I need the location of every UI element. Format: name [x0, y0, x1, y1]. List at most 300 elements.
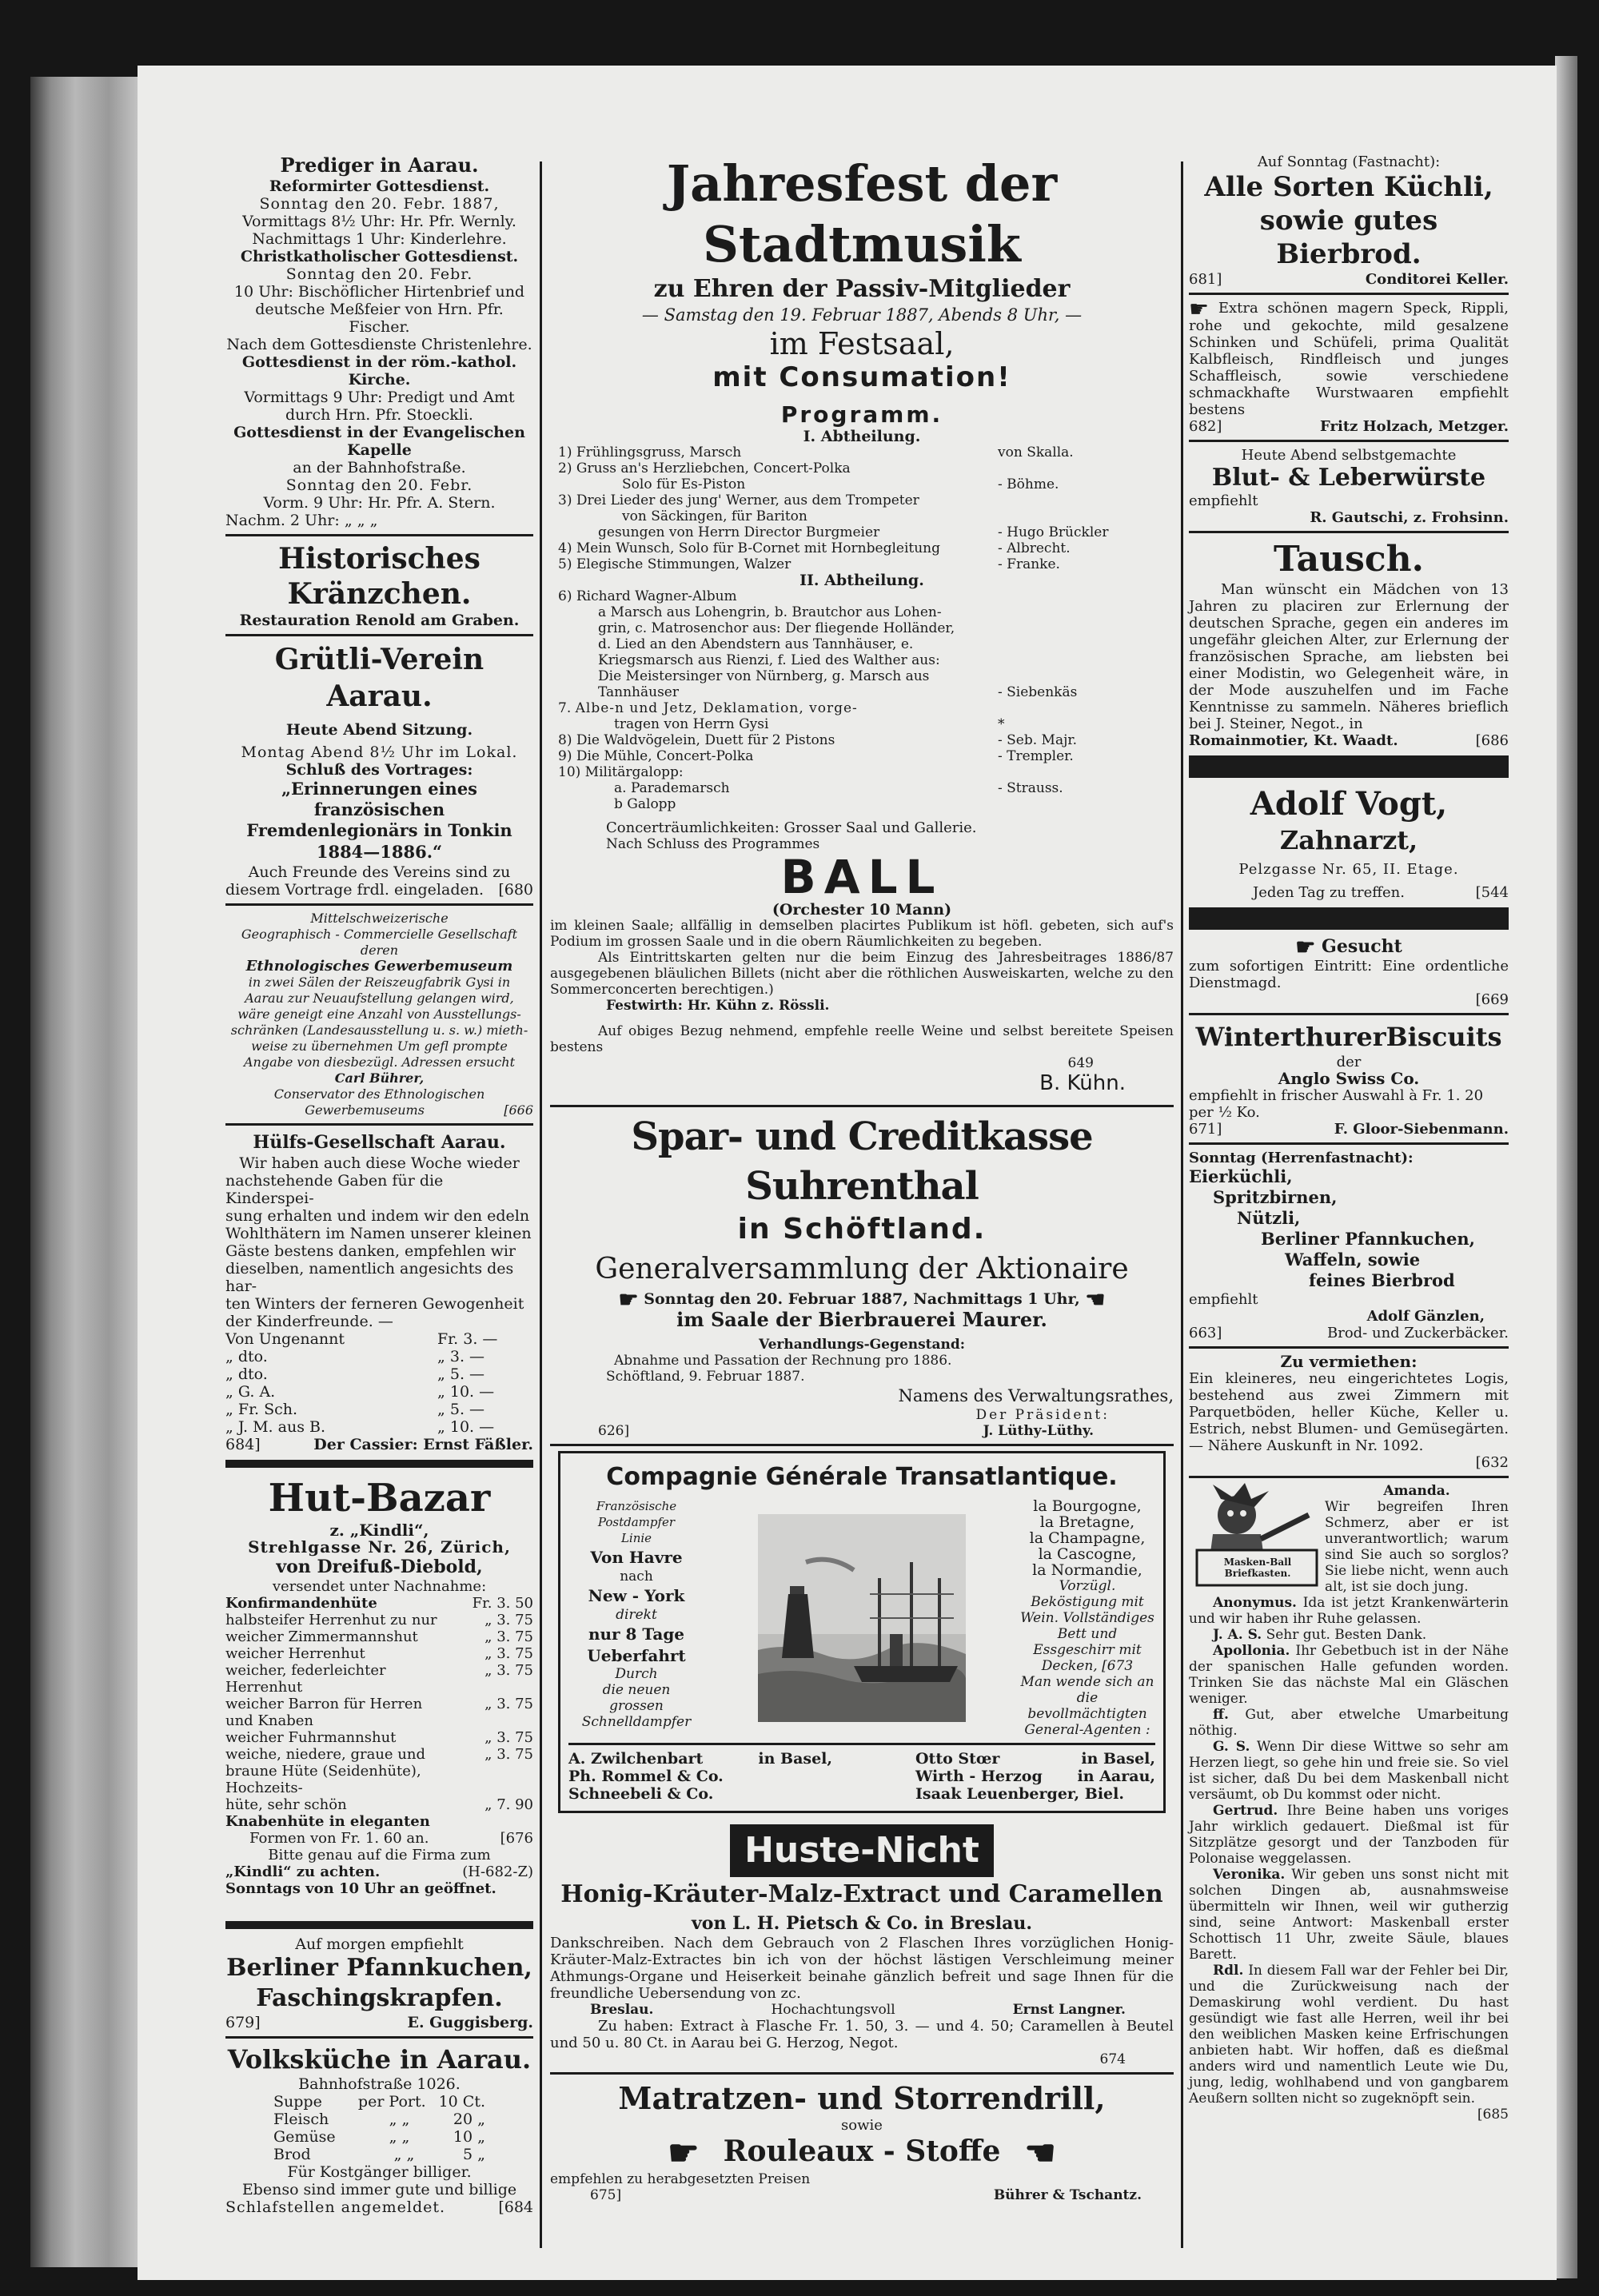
- divider: [1189, 293, 1509, 295]
- volkskueche-title: Volksküche in Aarau.: [227, 2044, 532, 2075]
- huste-greeting: Hochachtungsvoll: [771, 2002, 895, 2018]
- ad-number: 675]: [590, 2187, 622, 2203]
- menu-price: 10 „: [453, 2128, 485, 2146]
- masken-entry-text: Ihre Beine haben uns voriges Jahr wirklich gedauert. Dießmal ist für Sitzplätze gesorgt und der Tanzboden für Polonaise weggelassen.: [1189, 1802, 1509, 1867]
- item-name: halbsteifer Herrenhut zu nur: [225, 1612, 437, 1628]
- vogt-title: Adolf Vogt,: [1250, 784, 1448, 823]
- spar-title: Spar- und Creditkasse Suhrenthal: [631, 1114, 1093, 1209]
- pfannkuchen-signature: E. Guggisberg.: [407, 2014, 533, 2031]
- evangelical-heading: Gottesdienst in der Evangelischen Kapelle: [233, 424, 525, 459]
- ad-number: [676: [500, 1830, 533, 1847]
- divider: [1189, 1346, 1509, 1349]
- ad-number: 626]: [598, 1423, 630, 1439]
- after-program: Nach Schluss des Programmes: [606, 836, 820, 852]
- masken-entry-heading: Gertrud.: [1213, 1802, 1278, 1819]
- masken-entry: [1189, 1707, 1509, 1739]
- huelfs-title: Hülfs-Gesellschaft Aarau.: [253, 1132, 506, 1153]
- agent-name: Wirth - Herzog: [915, 1768, 1043, 1785]
- huste-sub: Honig-Kräuter-Malz-Extract und Caramellen: [560, 1880, 1163, 1908]
- item-composer: - Böhme.: [998, 476, 1059, 492]
- kraenzchen-sub: Restauration Renold am Graben.: [239, 612, 520, 629]
- reformed-line: Vormittags 8½ Uhr: Hr. Pfr. Wernly.: [242, 213, 516, 230]
- compagnie-line: Französische: [596, 1499, 677, 1513]
- program-item: [558, 540, 1118, 556]
- huelfs-line: ten Winters der ferneren Gewogenheit: [225, 1295, 524, 1313]
- item-title: Die Mühle, Concert-Polka: [576, 748, 754, 764]
- reformed-line: Sonntag den 20. Febr. 1887,: [259, 195, 500, 213]
- vermiethen-ad: [1189, 1353, 1509, 1471]
- matratzen-title: Matratzen- und Storrendrill,: [618, 2080, 1106, 2116]
- page-edge: [1555, 56, 1577, 2278]
- compagnie-line: Bett und: [1057, 1626, 1118, 1642]
- item-composer: - Trempler.: [998, 748, 1074, 764]
- ship-name: la Champagne,: [1029, 1529, 1146, 1547]
- huste-signature: Ernst Langner.: [1012, 2002, 1126, 2018]
- gautschi-title: Blut- & Leberwürste: [1211, 463, 1486, 492]
- huste-by: von L. H. Pietsch & Co. in Breslau.: [692, 1913, 1032, 1934]
- column-rule-left: [540, 161, 542, 2248]
- hut-bazar-ad: [225, 1474, 533, 1897]
- program-item: [558, 620, 1118, 636]
- divider: [550, 1105, 1174, 1107]
- item-price: „ 3. 75: [484, 1645, 533, 1662]
- donation-amount: „ 5. —: [437, 1365, 485, 1383]
- menu-item: Brod: [273, 2146, 311, 2163]
- masken-entry-text: Wir geben uns sonst nicht mit solchen Dingen ab, ausnahmsweise übermitteln wir Ihnen, weil wir gutherzig sind, seine Antwort: Maskenball erster Schottisch 11 Uhr, zweite Säule, blaues Barett.: [1189, 1866, 1509, 1963]
- menu-unit: „ „: [389, 2111, 410, 2128]
- huelfs-line: dieselben, namentlich angesichts des har-: [225, 1260, 514, 1295]
- program-item: [558, 444, 1118, 460]
- divider-thick: [225, 1460, 533, 1468]
- volkskueche-ad: [225, 2043, 533, 2216]
- pointing-hand-right-icon: ☛: [1295, 933, 1316, 960]
- item-number: 5): [558, 556, 572, 572]
- item-number: 8): [558, 732, 572, 748]
- gruetli-line: Fremdenlegionärs in Tonkin: [246, 820, 512, 840]
- item-name: weicher Herrenhut: [225, 1645, 365, 1662]
- kuechli-line: Auf Sonntag (Fastnacht):: [1257, 153, 1441, 170]
- matratzen-sowie: sowie: [841, 2117, 883, 2134]
- compagnie-line: Von Havre: [590, 1548, 683, 1567]
- divider: [1189, 531, 1509, 533]
- gaenzlen-signature: Adolf Gänzlen,: [1366, 1307, 1485, 1325]
- gautschi-signature: R. Gautschi, z. Frohsinn.: [1310, 508, 1509, 526]
- item-price: Fr. 3. 50: [472, 1595, 533, 1612]
- pointing-hand-right-icon: ☛: [668, 2133, 700, 2174]
- donation-row: [225, 1348, 533, 1365]
- orchestra: (Orchester 10 Mann): [772, 901, 952, 919]
- gaenzlen-ad: [1189, 1150, 1509, 1341]
- hut-line: z. „Kindli“,: [329, 1521, 429, 1540]
- museum-line: deren: [360, 943, 399, 958]
- kuechli-title: Alle Sorten Küchli,: [1204, 171, 1493, 203]
- item-composer: - Hugo Brückler: [998, 524, 1109, 540]
- jahresfest-cons: mit Consumation!: [712, 361, 1011, 393]
- agents: [568, 1750, 1155, 1803]
- spar-signature: Der Präsident:: [975, 1407, 1110, 1423]
- gaenzlen-item: feines Bierbrod: [1309, 1270, 1455, 1290]
- item-title: Elegische Stimmungen, Walzer: [576, 556, 792, 572]
- masken-entry: [1189, 1739, 1509, 1803]
- jester-illustration: [1189, 1483, 1325, 1595]
- price-row: [225, 1729, 533, 1746]
- catholic-heading: Gottesdienst in der röm.-kathol. Kirche.: [241, 353, 517, 389]
- item-title: Militärgalopp:: [584, 764, 684, 780]
- huelfs-line: Wohlthätern im Namen unserer kleinen: [225, 1225, 532, 1242]
- donation-amount: „ 3. —: [437, 1348, 485, 1365]
- item-composer: - Albrecht.: [998, 540, 1071, 556]
- item-title: Richard Wagner-Album: [576, 588, 737, 604]
- program-item: [558, 668, 1118, 684]
- prediger-title: Prediger in Aarau.: [280, 153, 479, 177]
- item-title: von Säckingen, für Bariton: [622, 508, 807, 524]
- item-number: 3): [558, 492, 572, 508]
- menu-price: 20 „: [453, 2111, 485, 2128]
- christkath-line: deutsche Meßfeier von Hrn. Pfr. Fischer.: [255, 301, 504, 336]
- item-composer: [998, 508, 1118, 524]
- item-title: a Marsch aus Lohengrin, b. Brautchor aus Lohen-: [598, 604, 942, 620]
- gautschi-line: Heute Abend selbstgemachte: [1241, 446, 1457, 464]
- divider: [225, 903, 533, 906]
- kuechli-signature: Conditorei Keller.: [1365, 271, 1509, 288]
- christkath-line: Nach dem Gottesdienste Christenlehre.: [226, 336, 532, 353]
- ship-name: la Normandie,: [1032, 1561, 1142, 1579]
- menu-item: Fleisch: [273, 2111, 329, 2128]
- volkskueche-line: Bahnhofstraße 1026.: [298, 2075, 461, 2093]
- hut-line: von Dreifuß-Diebold,: [276, 1557, 483, 1577]
- program-item: [558, 700, 1118, 716]
- catholic-line: Vormittags 9 Uhr: Predigt und Amt: [244, 389, 515, 406]
- book-edge: [30, 77, 142, 2267]
- price-row: [225, 1595, 533, 1612]
- gaenzlen-signature: Brod- und Zuckerbäcker.: [1326, 1324, 1509, 1341]
- compagnie-line: General-Agenten :: [1024, 1722, 1150, 1738]
- museum-line: Aarau zur Neuaufstellung gelangen wird,: [245, 991, 514, 1006]
- program-item: [558, 508, 1118, 524]
- festwirth: Festwirth: Hr. Kühn z. Rössli.: [606, 998, 830, 1014]
- museum-signature: Gewerbemuseums: [305, 1102, 425, 1118]
- program-item: [558, 556, 1118, 572]
- item-composer: [998, 668, 1118, 684]
- volkskueche-line: Schlafstellen angemeldet.: [225, 2198, 446, 2216]
- compagnie-line: grossen: [609, 1698, 664, 1714]
- pointing-hand-left-icon: ☚: [1085, 1286, 1106, 1313]
- hut-line: Sonntags von 10 Uhr an geöffnet.: [225, 1880, 496, 1897]
- gruetli-line: Montag Abend 8½ Uhr im Lokal.: [241, 743, 518, 761]
- gaenzlen-line: empfiehlt: [1189, 1290, 1258, 1308]
- ad-number: 679]: [225, 2014, 261, 2031]
- item-price: „ 3. 75: [484, 1746, 533, 1763]
- hut-title: Hut-Bazar: [268, 1476, 491, 1521]
- biscuits-ad: [1189, 1020, 1509, 1138]
- divider: [550, 1444, 1174, 1446]
- gautschi-line: empfiehlt: [1189, 492, 1258, 509]
- reformed-line: Nachmittags 1 Uhr: Kinderlehre.: [252, 230, 507, 248]
- kuehn-signature: B. Kühn.: [1039, 1071, 1126, 1095]
- menu-unit: per Port.: [357, 2093, 426, 2111]
- kraenzchen-title: Historisches Kränzchen.: [278, 542, 480, 611]
- ad-number: [669: [1475, 991, 1509, 1008]
- huste-title: Huste-Nicht: [730, 1824, 994, 1877]
- masken-entry: [1189, 1627, 1509, 1643]
- program-item: [558, 604, 1118, 620]
- item-name: hüte, sehr schön: [225, 1796, 347, 1813]
- divider: [1189, 1013, 1509, 1015]
- masken-entry-heading: G. S.: [1213, 1738, 1250, 1755]
- menu-item: Gemüse: [273, 2128, 336, 2146]
- ad-number: [680: [498, 881, 533, 899]
- museum-line: in zwei Sälen der Reiszeugfabrik Gysi in: [248, 975, 511, 990]
- item-title: Gruss an's Herzliebchen, Concert-Polka: [576, 460, 851, 476]
- masken-entry: [1189, 1643, 1509, 1707]
- gaenzlen-item: Waffeln, sowie: [1285, 1249, 1421, 1270]
- ad-number: 663]: [1189, 1324, 1222, 1341]
- donation-row: [225, 1365, 533, 1383]
- price-row: [225, 1746, 533, 1796]
- compagnie-line: Man wende sich an: [1020, 1674, 1154, 1690]
- hut-line: versendet unter Nachnahme:: [272, 1578, 487, 1595]
- ad-number: 682]: [1189, 417, 1222, 435]
- museum-line: wäre geneigt eine Anzahl von Ausstellungs-: [237, 1006, 521, 1022]
- spar-date-text: Sonntag den 20. Februar 1887, Nachmittags 1 Uhr,: [644, 1290, 1080, 1308]
- price-row: [225, 1628, 533, 1645]
- program-item: [558, 748, 1118, 764]
- item-title: gesungen von Herrn Director Burgmeier: [598, 524, 880, 540]
- compagnie-line: Schnelldampfer: [581, 1714, 692, 1730]
- item-name: weicher, federleichter Herrenhut: [225, 1662, 386, 1696]
- christkath-heading: Christkatholischer Gottesdienst.: [240, 248, 519, 265]
- item-title: Kriegsmarsch aus Rienzi, f. Lied des Walther aus:: [598, 652, 940, 668]
- reformed-heading: Reformirter Gottesdienst.: [269, 177, 490, 195]
- biscuits-line: der: [1336, 1053, 1362, 1070]
- masken-entry-heading: Rdl.: [1213, 1962, 1244, 1979]
- item-title: Tannhäuser: [598, 684, 679, 700]
- compagnie-title: Compagnie Générale Transatlantique.: [606, 1463, 1118, 1491]
- agent-name: Schneebeli & Co.: [568, 1785, 714, 1803]
- gaenzlen-line: Sonntag (Herrenfastnacht):: [1189, 1149, 1414, 1166]
- ad-number: [686: [1475, 731, 1509, 749]
- ad-number: [685: [1477, 2106, 1509, 2123]
- item-title: Albe-n und Jetz, Deklamation, vorge-: [575, 700, 858, 716]
- donation-row: [225, 1418, 533, 1436]
- item-composer: [998, 700, 1118, 716]
- item-number: 2): [558, 460, 572, 476]
- huste-ad: [550, 1824, 1174, 2067]
- column-right: [1189, 153, 1509, 2123]
- donor-name: „ Fr. Sch.: [225, 1401, 298, 1418]
- item-title: tragen von Herrn Gysi: [614, 716, 769, 732]
- divider: [568, 1743, 1155, 1745]
- item-composer: [998, 652, 1118, 668]
- program-item: [558, 476, 1118, 492]
- vermiethen-text: Ein kleineres, neu eingerichtetes Logis, bestehend aus zwei Zimmern mit Parquetböden, heller Küche, Keller u. Estrich, nebst Blumen- und Gemüsegärten. — Nähere Auskunft in Nr. 1092.: [1189, 1369, 1509, 1454]
- compagnie-line: direkt: [616, 1607, 657, 1623]
- maskenball-ad: [1189, 1483, 1509, 2123]
- masken-entry-heading: Veronika.: [1213, 1866, 1286, 1883]
- donor-name: Von Ungenannt: [225, 1330, 345, 1348]
- menu-row: [273, 2146, 485, 2163]
- jahresfest-sub: zu Ehren der Passiv-Mitglieder: [653, 275, 1071, 303]
- agent-city: in Basel,: [758, 1750, 832, 1768]
- matratzen-sub-row: [550, 2133, 1174, 2174]
- masken-entry-heading: Apollonia.: [1213, 1642, 1290, 1659]
- divider: [1189, 1476, 1509, 1478]
- agent-city: in Basel,: [1081, 1750, 1155, 1768]
- item-number: 10): [558, 764, 581, 780]
- ad-number: 681]: [1189, 271, 1222, 288]
- donation-row: [225, 1330, 533, 1348]
- huelfs-line: der Kinderfreunde. —: [225, 1313, 393, 1330]
- gruetli-line: Schluß des Vortrages:: [285, 761, 473, 779]
- item-name: weiche, niedere, graue und braune Hüte (Seidenhüte), Hochzeits-: [225, 1746, 425, 1796]
- program-item: [558, 492, 1118, 508]
- spar-signature: J. Lüthy-Lüthy.: [983, 1423, 1094, 1439]
- huste-text: Dankschreiben. Nach dem Gebrauch von 2 Flaschen Ihres vorzüglichen Honig-Kräuter-Malz-Extractes bin ich von der höchst lästigen Verschleimung meiner Athmungs-Organe und Heiserkeit beinahe gänzlich befreit und sage Ihnen für die freundliche Uebersendung von zc.: [550, 1935, 1174, 2002]
- ship-name: la Bourgogne,: [1033, 1497, 1142, 1515]
- compagnie-line: Ueberfahrt: [587, 1646, 686, 1665]
- masken-entry: [1189, 1867, 1509, 1963]
- masken-text: Wir begreifen Ihren Schmerz, aber er ist unverantwortlich; warum sind Sie auch so sorglos? Sie liebe nicht, wenn auch alt, ist sie doch jung.: [1325, 1498, 1509, 1595]
- huste-text: Zu haben: Extract à Flasche Fr. 1. 50, 3. — und 4. 50; Caramellen à Beutel und 50 u. 80 Ct. in Aarau bei G. Herzog, Negot.: [550, 2018, 1174, 2051]
- programm-heading: Programm.: [780, 401, 943, 428]
- item-composer: [998, 588, 1118, 604]
- museum-line: Geographisch - Commercielle Gesellschaft: [241, 927, 518, 942]
- item-title: Frühlingsgruss, Marsch: [576, 444, 742, 460]
- hut-line: Formen von Fr. 1. 60 an.: [249, 1830, 429, 1847]
- item-price: „ 3. 75: [484, 1612, 533, 1628]
- donor-name: „ dto.: [225, 1348, 268, 1365]
- program-item: [558, 716, 1118, 732]
- program-item: [558, 780, 1118, 796]
- vogt-line: Jeden Tag zu treffen.: [1253, 883, 1405, 901]
- huelfs-ad: [225, 1130, 533, 1453]
- program-item: [558, 588, 1118, 604]
- masken-entry-heading: J. A. S.: [1213, 1626, 1262, 1643]
- masken-heading: Amanda.: [1383, 1482, 1450, 1499]
- menu-row: [273, 2128, 485, 2146]
- biscuits-signature: F. Gloor-Siebenmann.: [1334, 1120, 1509, 1138]
- spar-sub: in Schöftland.: [737, 1213, 987, 1246]
- donation-row: [225, 1383, 533, 1401]
- ad-number: [632: [1475, 1453, 1509, 1471]
- christkath-line: 10 Uhr: Bischöflicher Hirtenbrief und: [233, 283, 525, 301]
- compagnie-line: Linie: [620, 1531, 652, 1545]
- masken-entries: [1189, 1595, 1509, 2107]
- steamship-illustration: [758, 1514, 966, 1722]
- agent-name: Isaak Leuenberger, Biel.: [915, 1785, 1124, 1803]
- program-item: [558, 524, 1118, 540]
- spar-gv: Generalversammlung der Aktionaire: [595, 1253, 1129, 1286]
- item-price: „ 3. 75: [484, 1729, 533, 1746]
- donation-row: [225, 1401, 533, 1418]
- item-number: 4): [558, 540, 572, 556]
- item-title: a. Parademarsch: [614, 780, 730, 796]
- gesucht-title: Gesucht: [1322, 935, 1402, 957]
- item-composer: [998, 620, 1118, 636]
- gaenzlen-item: Eierküchli,: [1189, 1166, 1293, 1186]
- program-item: [558, 732, 1118, 748]
- item-name: Konfirmandenhüte: [225, 1595, 377, 1612]
- donation-list: [225, 1330, 533, 1436]
- museum-line: Angabe von diesbezügl. Adressen ersucht: [243, 1054, 516, 1070]
- item-composer: [998, 492, 1118, 508]
- ad-number: 674: [1099, 2051, 1126, 2067]
- item-title: Solo für Es-Piston: [622, 476, 746, 492]
- museum-line: weise zu übernehmen Um gefl prompte: [251, 1038, 508, 1054]
- column-center: [550, 153, 1174, 2203]
- tausch-title: Tausch.: [1274, 538, 1424, 580]
- item-title: Drei Lieder des jung' Werner, aus dem Trompeter: [576, 492, 919, 508]
- compagnie-line: nur 8 Tage: [588, 1624, 685, 1644]
- kuehn-text: Auf obiges Bezug nehmend, empfehle reelle Weine und selbst bereitete Speisen bestens: [550, 1023, 1174, 1055]
- ad-number: [544: [1475, 883, 1509, 901]
- donation-amount: „ 5. —: [437, 1401, 485, 1418]
- volkskueche-line: Ebenso sind immer gute und billige: [241, 2181, 517, 2198]
- gesucht-ad: [1189, 933, 1509, 1008]
- christkath-line: Sonntag den 20. Febr.: [285, 265, 473, 283]
- program-list-1: [550, 444, 1174, 572]
- masken-entry: [1189, 1595, 1509, 1627]
- item-name: weicher Barron für Herren und Knaben: [225, 1696, 423, 1729]
- item-name: weicher Zimmermannshut: [225, 1628, 418, 1645]
- matratzen-sub: Rouleaux - Stoffe: [723, 2135, 1001, 2168]
- jahresfest-title: Jahresfest der Stadtmusik: [666, 154, 1058, 273]
- holzach-ad: [1189, 295, 1509, 435]
- matratzen-line: empfehlen zu herabgesetzten Preisen: [550, 2171, 811, 2187]
- donor-name: „ dto.: [225, 1365, 268, 1383]
- divider-thick: [225, 1921, 533, 1929]
- item-title: Die Meistersinger von Nürnberg, g. Marsch aus: [598, 668, 930, 684]
- steamship-icon: [758, 1514, 966, 1722]
- item-title: Die Waldvögelein, Duett für 2 Pistons: [576, 732, 835, 748]
- agent-name: A. Zwilchenbart: [568, 1750, 704, 1768]
- masken-entry-heading: Anonymus.: [1213, 1594, 1297, 1611]
- menu-unit: „ „: [389, 2128, 410, 2146]
- ad-number: 684]: [225, 1436, 261, 1453]
- matratzen-ad: [550, 2079, 1174, 2203]
- gruetli-sub: Heute Abend Sitzung.: [285, 721, 473, 739]
- museum-line: schränken (Landesausstellung u. s. w.) mieth-: [230, 1022, 528, 1038]
- menu-unit: „ „: [393, 2146, 415, 2163]
- price-row: [225, 1796, 533, 1813]
- donation-amount: Fr. 3. —: [437, 1330, 498, 1348]
- gaenzlen-item: Nützli,: [1237, 1207, 1301, 1228]
- evangelical-line: Sonntag den 20. Febr.: [285, 476, 473, 494]
- program-item: [558, 796, 1118, 812]
- program-item: [558, 460, 1118, 476]
- program-item: [558, 684, 1118, 700]
- hut-line: Strehlgasse Nr. 26, Zürich,: [248, 1537, 511, 1557]
- ad-number: [666: [504, 1102, 533, 1118]
- gruetli-title: Grütli-Verein Aarau.: [274, 643, 484, 713]
- tausch-address: Romainmotier, Kt. Waadt.: [1189, 731, 1398, 749]
- price-row: [225, 1662, 533, 1696]
- ad-number: [684: [498, 2198, 533, 2216]
- spar-ad: [550, 1112, 1174, 1439]
- program-item: [558, 636, 1118, 652]
- masken-entry-text: Gut, aber etwelche Umarbeitung nöthig.: [1189, 1706, 1509, 1739]
- pointing-hand-left-icon: ☚: [1024, 2133, 1056, 2174]
- masken-entry-heading: ff.: [1213, 1706, 1229, 1723]
- item-composer: - Siebenkäs: [998, 684, 1078, 700]
- gruetli-line: diesem Vortrage frdl. eingeladen.: [225, 881, 484, 899]
- masken-entry-text: Wenn Dir diese Wittwe so sehr am Herzen liegt, so gehe hin und freie sie. So viel ist sicher, daß Du bei dem Maskenball nicht versäumt, ob Du kommst oder nicht.: [1189, 1738, 1509, 1803]
- compagnie-line: Decken, [673: [1041, 1658, 1134, 1674]
- compagnie-line: Beköstigung mit: [1031, 1594, 1144, 1610]
- tausch-ad: [1189, 538, 1509, 749]
- ship-name: la Cascogne,: [1038, 1545, 1137, 1563]
- hut-price-list: [225, 1595, 533, 1813]
